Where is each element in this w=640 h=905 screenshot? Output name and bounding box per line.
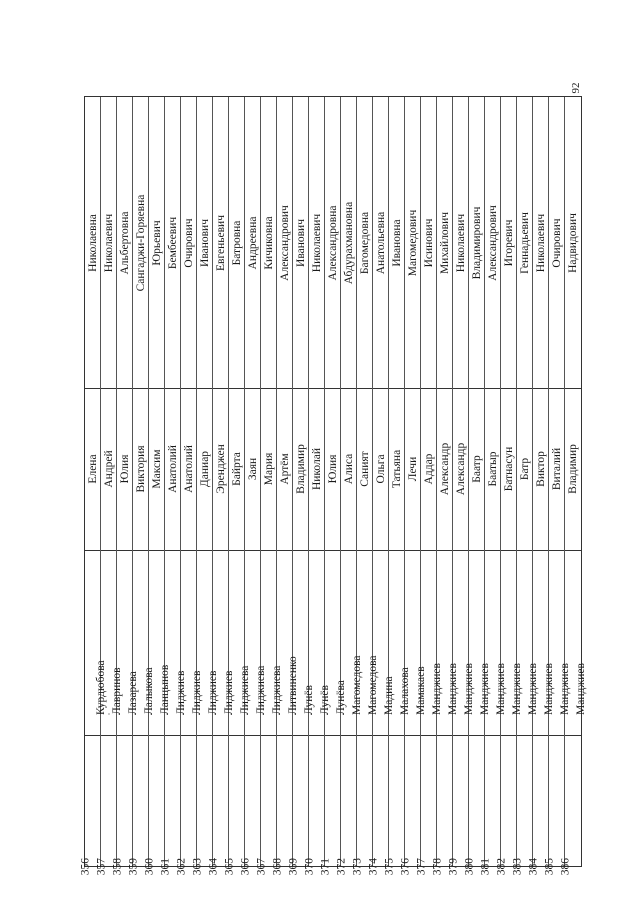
cell-patronymic: [117, 97, 133, 388]
cell-name: [533, 388, 549, 550]
patronymic-text: Николаевич: [535, 213, 547, 272]
name-text: Батнасун: [503, 446, 515, 492]
name-text: Владимир: [295, 444, 307, 494]
surname-text: Лиджиева: [239, 665, 251, 715]
surname-text: Лазарева: [127, 671, 139, 715]
name-text: Мария: [263, 452, 275, 486]
patronymic-text: Кичиковна: [263, 215, 275, 270]
cell-name: [373, 388, 389, 550]
name-text: Алиса: [343, 453, 355, 485]
surname-text: Манджиев: [575, 663, 587, 715]
cell-name: [421, 388, 437, 550]
cell-name: [325, 388, 341, 550]
num-text: 377: [415, 858, 427, 876]
surname-text: Лиджиев: [191, 670, 203, 715]
cell-surname: [501, 550, 523, 735]
surname-text: Манджиев: [527, 663, 539, 715]
surname-text: Манджиев: [463, 663, 475, 715]
surname-text: Лунёв: [319, 685, 331, 715]
num-text: 365: [223, 858, 235, 876]
patronymic-text: Альбертовна: [119, 210, 131, 275]
num-text: 375: [383, 858, 395, 876]
patronymic-text: Николаевич: [103, 213, 115, 272]
cell-name: [277, 388, 293, 550]
surname-text: Курдюбова: [95, 660, 107, 715]
num-text: 385: [543, 858, 555, 876]
cell-patronymic: [517, 97, 533, 388]
cell-surname: [293, 550, 315, 735]
cell-name: [389, 388, 405, 550]
cell-surname: [533, 550, 555, 735]
page-number: 92: [570, 82, 582, 94]
name-text: Баатр: [471, 455, 483, 483]
patronymic-text: Сангаджи-Горяевна: [135, 194, 147, 291]
surname-text: Малахова: [399, 667, 411, 715]
name-text: Николай: [311, 447, 323, 491]
cell-surname: [229, 550, 251, 735]
cell-surname: [357, 550, 379, 735]
num-text: 376: [399, 858, 411, 876]
cell-surname: [405, 550, 427, 735]
surname-text: Ланцынов: [159, 664, 171, 715]
surname-text: Магомедова: [351, 655, 363, 715]
patronymic-text: Игоревич: [503, 219, 515, 266]
num-text: 371: [319, 858, 331, 876]
name-text: Артём: [279, 453, 291, 485]
cell-name: [181, 388, 197, 550]
surname-text: Лиджиева: [271, 665, 283, 715]
cell-patronymic: [277, 97, 293, 388]
patronymic-text: Владимирович: [471, 206, 483, 279]
cell-patronymic: [85, 97, 101, 388]
cell-patronymic: [181, 97, 197, 388]
num-text: 358: [111, 858, 123, 876]
cell-surname: [325, 550, 347, 735]
patronymic-text: Очирович: [551, 217, 563, 268]
table-row: [559, 97, 587, 876]
surname-text: Манджиев: [495, 663, 507, 715]
cell-name: [133, 388, 149, 550]
patronymic-text: Юрьевич: [151, 219, 163, 266]
num-text: 363: [191, 858, 203, 876]
num-text: 369: [287, 858, 299, 876]
num-text: 378: [431, 858, 443, 876]
patronymic-text: Абдурахмановна: [343, 201, 355, 284]
cell-name: [565, 388, 581, 550]
name-text: Андрей: [103, 450, 115, 488]
surname-text: Лалыкова: [143, 667, 155, 715]
cell-name: [517, 388, 533, 550]
cell-patronymic: [197, 97, 213, 388]
name-text: Заян: [247, 457, 259, 481]
num-text: 383: [511, 858, 523, 876]
cell-patronymic: [533, 97, 549, 388]
num-text: 364: [207, 858, 219, 876]
num-text: 367: [255, 858, 267, 876]
surname-text: Манджиев: [479, 663, 491, 715]
name-text: Саният: [359, 451, 371, 487]
name-text: Виктория: [135, 445, 147, 493]
num-text: 362: [175, 858, 187, 876]
surname-text: Лавринов: [111, 667, 123, 715]
cell-surname: [565, 550, 587, 735]
patronymic-text: Николаевич: [455, 213, 467, 272]
name-text: Лечи: [407, 456, 419, 482]
patronymic-text: Николаевна: [87, 213, 99, 272]
cell-surname: [453, 550, 475, 735]
rotated-name-table: [79, 96, 587, 876]
surname-text: Литвиненко: [287, 656, 299, 715]
patronymic-text: Бембеевич: [167, 216, 179, 269]
num-text: 361: [159, 858, 171, 876]
cell-name: [405, 388, 421, 550]
patronymic-text: Ивановна: [391, 218, 403, 267]
cell-patronymic: [421, 97, 437, 388]
cell-name: [485, 388, 501, 550]
scan-speck: [108, 713, 110, 715]
patronymic-text: Иванович: [199, 218, 211, 267]
cell-surname: [149, 550, 171, 735]
cell-patronymic: [501, 97, 517, 388]
patronymic-text: Багомедовна: [359, 211, 371, 274]
surname-text: Лиджиев: [175, 670, 187, 715]
num-text: 359: [127, 858, 139, 876]
cell-surname: [549, 550, 571, 735]
cell-name: [501, 388, 517, 550]
surname-text: Манджиев: [431, 663, 443, 715]
surname-text: Манджиев: [447, 663, 459, 715]
cell-patronymic: [133, 97, 149, 388]
cell-surname: [309, 550, 331, 735]
num-text: 382: [495, 858, 507, 876]
cell-surname: [117, 550, 139, 735]
surname-text: Манджиев: [543, 663, 555, 715]
cell-name: [213, 388, 229, 550]
name-text: Байрта: [231, 452, 243, 486]
name-text: Татьяна: [391, 449, 403, 489]
num-text: 356: [79, 858, 91, 876]
surname-text: Лунёва: [335, 680, 347, 715]
cell-patronymic: [453, 97, 469, 388]
name-text: Александр: [439, 442, 451, 496]
num-text: 373: [351, 858, 363, 876]
cell-patronymic: [485, 97, 501, 388]
cell-name: [549, 388, 565, 550]
cell-name: [85, 388, 101, 550]
cell-patronymic: [565, 97, 581, 388]
cell-surname: [277, 550, 299, 735]
num-text: 386: [559, 858, 571, 876]
name-text: Баатыр: [487, 451, 499, 487]
cell-surname: [421, 550, 443, 735]
cell-patronymic: [261, 97, 277, 388]
cell-name: [261, 388, 277, 550]
cell-surname: [197, 550, 219, 735]
cell-surname: [437, 550, 459, 735]
cell-patronymic: [149, 97, 165, 388]
patronymic-text: Александрович: [487, 204, 499, 281]
patronymic-text: Очирович: [183, 217, 195, 268]
patronymic-text: Батровна: [231, 220, 243, 265]
name-text: Виктор: [535, 451, 547, 487]
cell-surname: [181, 550, 203, 735]
name-text: Анатолий: [167, 445, 179, 493]
surname-text: Магомедова: [367, 655, 379, 715]
name-text: Батр: [519, 457, 531, 481]
surname-text: Лиджиева: [255, 665, 267, 715]
num-text: 384: [527, 858, 539, 876]
cell-name: [197, 388, 213, 550]
surname-text: Лиджиев: [223, 670, 235, 715]
name-text: Юлия: [327, 454, 339, 484]
num-text: 366: [239, 858, 251, 876]
name-text: Анатолий: [183, 445, 195, 493]
cell-name: [117, 388, 133, 550]
cell-name: [341, 388, 357, 550]
num-text: 374: [367, 858, 379, 876]
num-text: 357: [95, 858, 107, 876]
num-text: 381: [479, 858, 491, 876]
num-text: 370: [303, 858, 315, 876]
cell-patronymic: [549, 97, 565, 388]
cell-patronymic: [325, 97, 341, 388]
name-text: Елена: [87, 454, 99, 484]
cell-name: [437, 388, 453, 550]
num-text: 360: [143, 858, 155, 876]
patronymic-text: Магомедович: [407, 209, 419, 276]
cell-surname: [133, 550, 155, 735]
patronymic-text: Иванович: [295, 218, 307, 267]
cell-patronymic: [229, 97, 245, 388]
cell-surname: [101, 550, 123, 735]
cell-patronymic: [437, 97, 453, 388]
num-text: 368: [271, 858, 283, 876]
cell-name: [309, 388, 325, 550]
cell-name: [245, 388, 261, 550]
cell-patronymic: [245, 97, 261, 388]
patronymic-text: Анатольевна: [375, 211, 387, 274]
cell-name: [229, 388, 245, 550]
cell-patronymic: [469, 97, 485, 388]
cell-name: [293, 388, 309, 550]
name-text: Эренджен: [215, 444, 227, 494]
surname-text: Мамакаев: [415, 666, 427, 715]
patronymic-text: Николаевич: [311, 213, 323, 272]
cell-surname: [261, 550, 283, 735]
name-text: Аддар: [423, 453, 435, 485]
cell-patronymic: [389, 97, 405, 388]
name-text: Ольга: [375, 454, 387, 484]
cell-surname: [517, 550, 539, 735]
patronymic-text: Геннадьевич: [519, 211, 531, 274]
cell-name: [165, 388, 181, 550]
patronymic-text: Александрович: [279, 204, 291, 281]
cell-num: [559, 735, 581, 876]
cell-surname: [389, 550, 411, 735]
cell-surname: [213, 550, 235, 735]
cell-patronymic: [357, 97, 373, 388]
patronymic-text: Михайлович: [439, 211, 451, 274]
cell-patronymic: [165, 97, 181, 388]
cell-patronymic: [293, 97, 309, 388]
surname-text: Лунёв: [303, 685, 315, 715]
cell-surname: [469, 550, 491, 735]
cell-surname: [341, 550, 363, 735]
num-text: 380: [463, 858, 475, 876]
cell-name: [149, 388, 165, 550]
num-text: 372: [335, 858, 347, 876]
cell-surname: [245, 550, 267, 735]
surname-text: Мадина: [383, 676, 395, 715]
surname-text: Манджиев: [559, 663, 571, 715]
name-text: Максим: [151, 449, 163, 489]
cell-patronymic: [213, 97, 229, 388]
cell-surname: [165, 550, 187, 735]
cell-patronymic: [341, 97, 357, 388]
cell-surname: [85, 550, 107, 735]
cell-patronymic: [373, 97, 389, 388]
patronymic-text: Андреевна: [247, 216, 259, 269]
cell-name: [469, 388, 485, 550]
patronymic-text: Евгеньевич: [215, 214, 227, 271]
cell-name: [357, 388, 373, 550]
cell-patronymic: [309, 97, 325, 388]
surname-text: Лиджиев: [207, 670, 219, 715]
patronymic-text: Александровна: [327, 205, 339, 280]
patronymic-text: Исинович: [423, 218, 435, 267]
name-text: Александр: [455, 442, 467, 496]
name-text: Юлия: [119, 454, 131, 484]
cell-name: [101, 388, 117, 550]
cell-surname: [485, 550, 507, 735]
surname-text: Манджиев: [511, 663, 523, 715]
cell-name: [453, 388, 469, 550]
cell-surname: [373, 550, 395, 735]
cell-patronymic: [405, 97, 421, 388]
patronymic-text: Надвидович: [567, 212, 579, 273]
cell-patronymic: [101, 97, 117, 388]
name-text: Владимир: [567, 444, 579, 494]
name-text: Даниар: [199, 450, 211, 488]
name-text: Виталий: [551, 447, 563, 491]
num-text: 379: [447, 858, 459, 876]
